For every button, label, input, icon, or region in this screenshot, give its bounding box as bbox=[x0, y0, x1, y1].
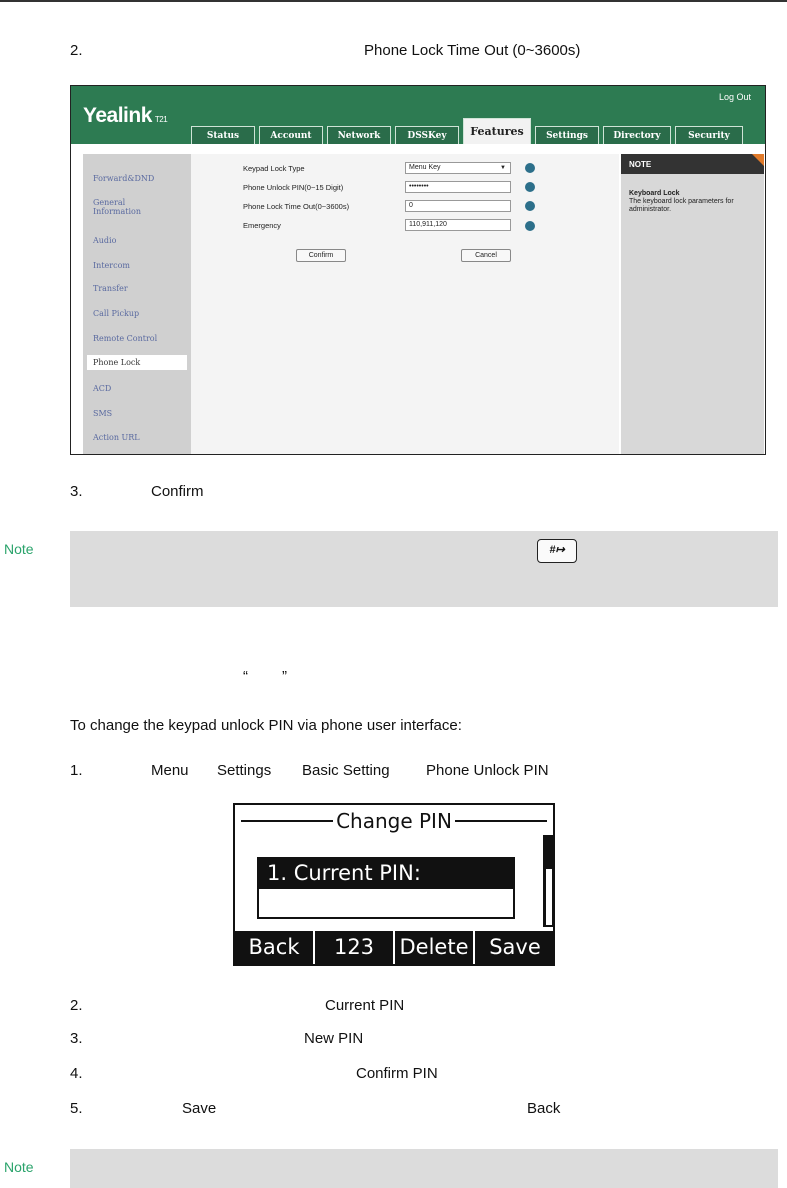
procedure-title: To change the keypad unlock PIN via phone user interface: bbox=[70, 717, 462, 734]
sidebar-item-general-information[interactable]: General Information bbox=[93, 198, 142, 216]
step-number: 4. bbox=[70, 1065, 83, 1082]
web-ui-header bbox=[71, 86, 765, 144]
label-keypad-lock-type: Keypad Lock Type bbox=[243, 164, 305, 173]
input-phone-lock-timeout[interactable]: 0 bbox=[405, 200, 511, 212]
web-ui-note-panel bbox=[621, 154, 764, 454]
tab-status[interactable]: Status bbox=[191, 126, 255, 144]
help-icon[interactable] bbox=[525, 221, 535, 231]
note-label: Note bbox=[4, 541, 34, 557]
softkey-delete[interactable]: Delete bbox=[399, 935, 469, 959]
close-quote: ” bbox=[282, 668, 287, 685]
chevron-down-icon: ▼ bbox=[500, 165, 506, 171]
note-box bbox=[70, 1149, 778, 1188]
lcd-scrollbar-thumb bbox=[546, 869, 552, 925]
tab-security[interactable]: Security bbox=[675, 126, 743, 144]
softkey-name-back: Back bbox=[527, 1100, 561, 1117]
cancel-button[interactable]: Cancel bbox=[461, 249, 511, 262]
tab-directory[interactable]: Directory bbox=[603, 126, 671, 144]
web-ui-sidebar bbox=[83, 154, 191, 454]
softkey-save[interactable]: Save bbox=[489, 935, 541, 959]
note-box bbox=[70, 531, 778, 607]
step-number: 3. bbox=[70, 483, 83, 500]
confirm-button[interactable]: Confirm bbox=[296, 249, 346, 262]
softkey-back[interactable]: Back bbox=[248, 935, 300, 959]
button-name-confirm: Confirm bbox=[151, 483, 204, 500]
sidebar-item-transfer[interactable]: Transfer bbox=[93, 284, 128, 293]
step-number: 1. bbox=[70, 762, 83, 779]
sidebar-item-call-pickup[interactable]: Call Pickup bbox=[93, 309, 140, 318]
sidebar-item-intercom[interactable]: Intercom bbox=[93, 261, 130, 270]
sidebar-item-action-url[interactable]: Action URL bbox=[93, 433, 140, 442]
lcd-title-bar bbox=[235, 805, 553, 835]
select-keypad-lock-type[interactable]: Menu Key ▼ bbox=[405, 162, 511, 174]
open-quote: “ bbox=[243, 668, 248, 685]
web-ui-screenshot bbox=[70, 85, 766, 455]
field-name-phone-lock-timeout: Phone Lock Time Out (0~3600s) bbox=[364, 42, 581, 59]
sidebar-item-phone-lock[interactable]: Phone Lock bbox=[87, 355, 187, 370]
help-icon[interactable] bbox=[525, 163, 535, 173]
softkey-name-save: Save bbox=[182, 1100, 217, 1117]
sidebar-item-audio[interactable]: Audio bbox=[93, 236, 117, 245]
menu-path-phone-unlock-pin: Phone Unlock PIN bbox=[426, 762, 549, 779]
tab-settings[interactable]: Settings bbox=[535, 126, 599, 144]
note-panel-text: The keyboard lock parameters for administrator. bbox=[629, 198, 734, 213]
help-icon[interactable] bbox=[525, 182, 535, 192]
yealink-logo: Yealink T21 bbox=[83, 104, 168, 127]
note-panel-title: Keyboard Lock bbox=[629, 190, 680, 197]
softkey-123[interactable]: 123 bbox=[333, 935, 375, 959]
menu-path-menu: Menu bbox=[151, 762, 189, 779]
lcd-current-pin-input[interactable] bbox=[257, 889, 515, 919]
pound-key-icon: #↦ bbox=[537, 539, 577, 563]
sidebar-item-remote-control[interactable]: Remote Control bbox=[93, 334, 158, 343]
label-emergency: Emergency bbox=[243, 221, 281, 230]
step-number: 5. bbox=[70, 1100, 83, 1117]
sidebar-item-acd[interactable]: ACD bbox=[93, 384, 112, 393]
note-label: Note bbox=[4, 1159, 34, 1175]
step-number: 2. bbox=[70, 42, 83, 59]
tab-features[interactable]: Features bbox=[463, 118, 531, 144]
menu-path-basic-setting: Basic Setting bbox=[302, 762, 390, 779]
step-number: 3. bbox=[70, 1030, 83, 1047]
lcd-title: Change PIN bbox=[235, 809, 553, 833]
logout-link[interactable]: Log Out bbox=[718, 92, 751, 102]
field-name-new-pin: New PIN bbox=[304, 1030, 364, 1047]
label-phone-lock-timeout: Phone Lock Time Out(0~3600s) bbox=[243, 202, 350, 211]
lcd-current-pin-item[interactable]: 1. Current PIN: bbox=[257, 857, 515, 889]
label-phone-unlock-pin: Phone Unlock PIN(0~15 Digit) bbox=[243, 183, 344, 192]
tab-account[interactable]: Account bbox=[259, 126, 323, 144]
tab-dsskey[interactable]: DSSKey bbox=[395, 126, 459, 144]
sidebar-item-sms[interactable]: SMS bbox=[93, 409, 113, 418]
sidebar-item-forward-dnd[interactable]: Forward&DND bbox=[93, 174, 155, 183]
input-emergency[interactable]: 110,911,120 bbox=[405, 219, 511, 231]
note-panel-heading: NOTE bbox=[621, 154, 764, 174]
lcd-softkey-bar bbox=[235, 931, 553, 964]
step-number: 2. bbox=[70, 997, 83, 1014]
page-top-rule bbox=[0, 0, 787, 2]
field-name-confirm-pin: Confirm PIN bbox=[356, 1065, 438, 1082]
input-phone-unlock-pin[interactable]: •••••••• bbox=[405, 181, 511, 193]
phone-lcd-screenshot bbox=[233, 803, 555, 966]
web-ui-form bbox=[191, 154, 619, 454]
note-corner-icon bbox=[752, 154, 764, 166]
tab-network[interactable]: Network bbox=[327, 126, 391, 144]
menu-path-settings: Settings bbox=[217, 762, 272, 779]
field-name-current-pin: Current PIN bbox=[325, 997, 405, 1014]
help-icon[interactable] bbox=[525, 201, 535, 211]
